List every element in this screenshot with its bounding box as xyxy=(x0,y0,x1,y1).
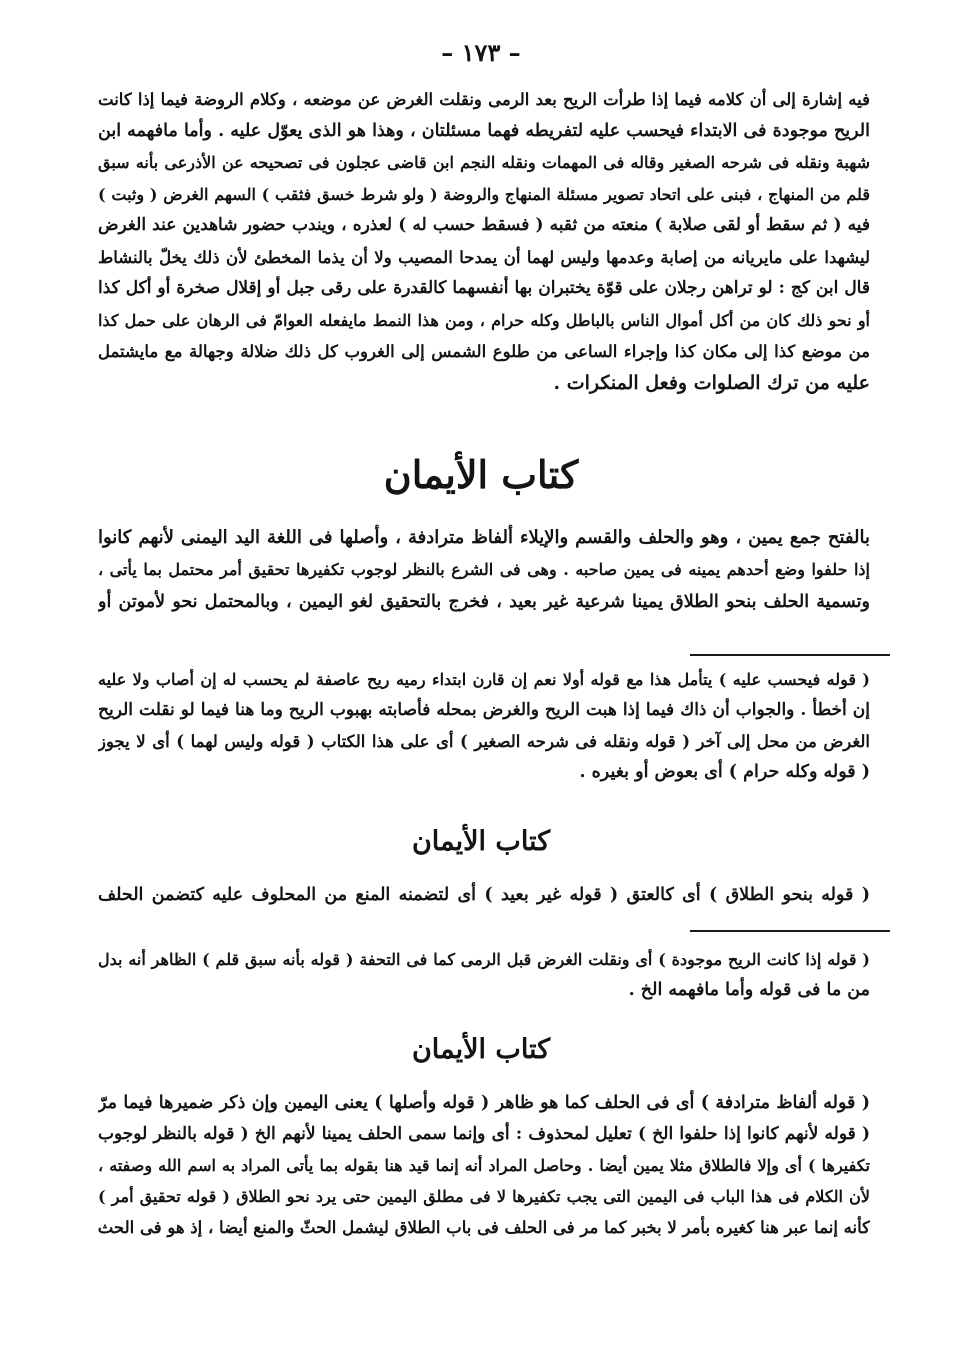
footnote-line: ( قوله بنحو الطلاق ) أى كالعتق ( قوله غير بعيد ) أى لتضمنه المنع من المحلوف عليه كتضمن الحلف xyxy=(98,885,870,905)
text-line: عليه من ترك الصلوات وفعل المنكرات . xyxy=(553,371,870,394)
page-number: – ١٧٣ – xyxy=(441,38,521,67)
footnote-line: ( قوله ألفاظ مترادفة ) أى فى الحلف كما هو ظاهر ( قوله وأصلها ) يعنى اليمين وإن ذكر ضميرها فيما مرّ xyxy=(98,1093,870,1113)
footnote-block-1b xyxy=(98,880,870,911)
footnote-block-2 xyxy=(98,944,870,1006)
text-line: فيه إشارة إلى أن كلامه فيما إذا طرأت الريح بعد الرمى ونقلت الغرض عن موضعه ، وكلام الروضة فيما إذا كانت xyxy=(98,90,870,109)
footnote-line: ( قوله وكله حرام ) أى بعوض أو بغيره . xyxy=(579,762,870,782)
footnote-line: تكفيرها ) أى وإلا فالطلاق مثلا يمين أيضا . وحاصل المراد أنه إنما قيد هنا بقوله بما يأتى المراد به اسم الله وصفته ، xyxy=(98,1156,870,1175)
footnote-chapter-heading: كتاب الأيمان xyxy=(411,826,551,857)
footnote-line: الغرض من محل إلى آخر ( قوله ونقله فى شرحه الصغير ) أى على هذا الكتاب ( قوله وليس لهما ) أى لا يجوز xyxy=(98,732,870,751)
footnote-line: ( قوله إذا كانت الريح موجودة ) أى ونقلت الغرض قبل الرمى كما فى التحفة ( قوله بأنه سبق قلم ) الظاهر أنه بدل xyxy=(98,950,870,969)
text-line: قلم من المنهاج ، فبنى على اتحاد تصوير مسئلة المنهاج والروضة ( ولو شرط خسق فثقب ) السهم الغرض ( وثبت ) xyxy=(98,184,870,204)
main-text-block xyxy=(98,84,870,399)
footnote-line: كأنه إنما عبر هنا كغيره بأمر لا بخبر كما مر فى الحلف فى باب الطلاق ليشمل الحثّ والمنع أيضا ، إذ هو فى الحث xyxy=(98,1218,870,1237)
text-line: بالفتح جمع يمين ، وهو والحلف والقسم والإيلاء ألفاظ مترادفة ، وأصلها فى اللغة اليد اليمنى لأنهم كانوا xyxy=(98,527,870,548)
footnote-line: إن أخطأ . والجواب أن ذاك فيما إذا هبت الريح والغرض بمحله فأصابته بهبوب الريح وما هنا فيما لو نقلت الريح xyxy=(98,700,870,720)
text-line: الريح موجودة فى الابتداء فيحسب عليه لتفريطه فهما مسئلتان ، وهذا هو الذى يعوّل عليه . وأما مافهمه ابن xyxy=(98,120,870,141)
text-line: شهبة ونقله فى شرحه الصغير وقاله فى المهمات ونقله النجم ابن قاضى عجلون فى تصحيحه عن الأذرعى بأنه سبق xyxy=(98,153,870,172)
text-line: وتسمية الحلف بنحو الطلاق يمينا شرعية غير بعيد ، فخرج بالتحقيق لغو اليمين ، وبالمحتمل نحو لأموتن أو xyxy=(98,592,870,612)
text-line: فيه ( ثم سقط أو لقى صلابة ) منعته من ثقبه ( فسقط حسب له ) لعذره ، ويندب حضور شاهدين عند الغرض xyxy=(98,215,870,235)
footnote-block-2b xyxy=(98,1088,870,1243)
text-line: أو نحو ذلك كان من أكل أموال الناس بالباطل وكله حرام ، ومن هذا النمط مايفعله العوامّ فى الرهان على حمل كذا xyxy=(98,310,870,330)
footnote-line: لأن الكلام فى هذا الباب فى اليمين التى يجب تكفيرها لا فى مطلق اليمين حتى يرد نحو الطلاق ( قوله تحقيق أمر ) xyxy=(98,1187,870,1206)
chapter-text-block xyxy=(98,522,870,618)
text-line: ليشهدا على مايريانه من إصابة وعدمها وليس لهما أن يمدحا المصيب ولا أن يذما المخطئ لأن ذلك يخلّ بالنشاط xyxy=(98,247,870,267)
footnote-separator xyxy=(690,654,890,656)
footnote-separator xyxy=(690,930,890,932)
footnote-line: ( قوله لأنهم كانوا إذا حلفوا الخ ) تعليل لمحذوف : أى وإنما سمى الحلف يمينا لأنهم الخ ( قوله بالنظر لوجوب xyxy=(98,1124,870,1144)
footnote-line: ( قوله فيحسب عليه ) يتأمل هذا مع قوله أولا نعم إن قارن ابتداء رميه ريح عاصفة لم يحسب له إن أصاب ولا عليه xyxy=(98,670,870,689)
footnote-line: من ما فى قوله وأما مافهمه الخ . xyxy=(628,980,870,1000)
footnote-block-1 xyxy=(98,664,870,788)
chapter-title: كتاب الأيمان xyxy=(383,452,579,497)
text-line: إذا حلفوا وضع أحدهم يمينه فى يمين صاحبه . وهى فى الشرع بالنظر لوجوب تكفيرها تحقيق أمر محتمل بما يأتى ، xyxy=(98,560,870,579)
footnote-chapter-heading: كتاب الأيمان xyxy=(411,1034,551,1065)
text-line: قال ابن كج : لو تراهن رجلان على قوّة يختبران بها أنفسهما كالقدرة على رقى جبل أو إقلال صخرة أو أكل كذا xyxy=(98,278,870,298)
text-line: من موضع كذا إلى مكان كذا وإجراء الساعى من طلوع الشمس إلى الغروب كل ذلك ضلالة وجهالة مع مايشتمل xyxy=(98,342,870,361)
